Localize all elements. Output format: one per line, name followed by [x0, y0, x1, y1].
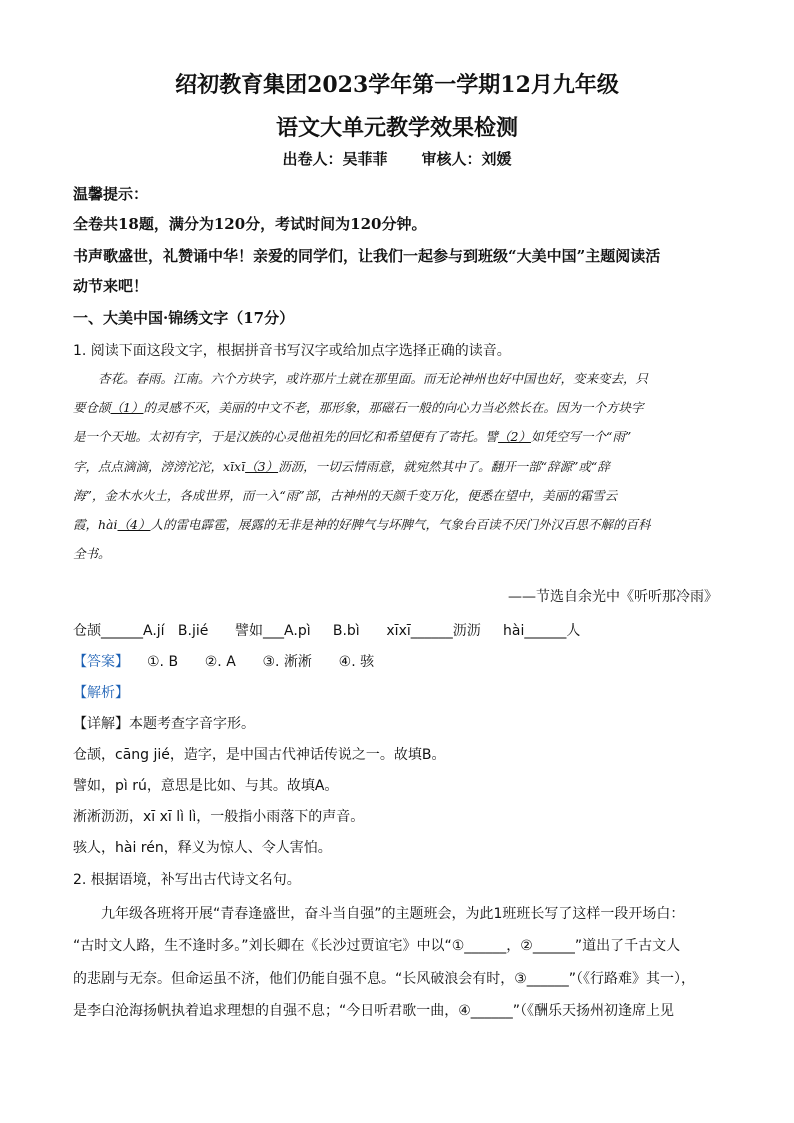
- blank-1: （1）: [110, 400, 144, 416]
- analysis-tag: 【解析】: [73, 685, 129, 701]
- detail-text: 本题考查字音字形。: [129, 716, 255, 732]
- q1-prompt: 1. 阅读下面这段文字，根据拼音书写汉字或给加点字选择正确的读音。: [73, 343, 511, 359]
- author-label: 出卷人：吴菲菲: [282, 150, 388, 168]
- q1-reading-passage: [73, 364, 723, 568]
- passage-line: 杏花。春雨。江南。六个方块字，或许那片土就在那里面。而无论神州也好中国也好，变来变去，只: [98, 371, 649, 386]
- detail-tag: 【详解】: [73, 716, 129, 732]
- q2-paragraph: [73, 898, 723, 1027]
- explanation-line: 骇人，hài rén，释义为惊人、令人害怕。: [73, 840, 332, 856]
- passage-line: 字，点点滴滴，滂滂沱沱，xīxī（3）沥沥，一切云情雨意，就宛然其中了。翻开一部“辞源”或“辞: [73, 458, 610, 474]
- q1-options: 仓颉______A.jí B.jié 譬如___A.pì B.bì xīxī______沥沥 hài______人: [73, 623, 581, 639]
- blank-2: （2）: [498, 429, 531, 445]
- q2-line: 九年级各班将开展“青春逢盛世，奋斗当自强”的主题班会，为此1班班长写了这样一段开场白：: [101, 906, 685, 922]
- passage-line: 要仓颉（1）的灵感不灭，美丽的中文不老，那形象，那磁石一般的向心力当必然长在。因为一个方块字: [73, 400, 644, 416]
- section1-heading: 一、大美中国·锦绣文字（17分）: [73, 309, 295, 327]
- exam-title-line1: 绍初教育集团2023学年第一学期12月九年级: [175, 72, 619, 98]
- passage-source: ——节选自余光中《听听那冷雨》: [508, 589, 718, 605]
- exam-authors: [0, 148, 794, 169]
- q2-line: 是李白沧海扬帆执着追求理想的自强不息；“今日听君歌一曲，④______”（《酬乐天扬州初逢席上见: [73, 1002, 675, 1019]
- detail-line: [73, 713, 733, 733]
- passage-line: 是一个天地。太初有字，于是汉族的心灵他祖先的回忆和希望便有了寄托。譬（2）如凭空写一个“雨”: [73, 429, 632, 445]
- exam-title-line2: 语文大单元教学效果检测: [275, 115, 518, 141]
- reviewer-label: 审核人：刘媛: [421, 150, 512, 168]
- passage-line: 海”，金木水火土，各成世界，而一入“雨”部，古神州的天颜千变万化，便悉在望中，美丽的霜雪云: [73, 487, 618, 503]
- q2-prompt: 2. 根据语境，补写出古代诗文名句。: [73, 872, 301, 888]
- answer-text: ①. B ②. A ③. 淅淅 ④. 骇: [147, 654, 375, 670]
- tips-line-2b: 动节来吧！: [73, 277, 149, 295]
- q2-line: “古时文人路，生不逢时多。”刘长卿在《长沙过贾谊宅》中以“①______，②______”道出了千古文人: [73, 938, 681, 955]
- answer-tag: 【答案】: [73, 654, 129, 670]
- tips-line-1: 全卷共18题，满分为120分，考试时间为120分钟。: [73, 215, 427, 233]
- passage-line: 全书。: [73, 546, 111, 562]
- explanation-line: 譬如，pì rú，意思是比如、与其。故填A。: [73, 778, 339, 794]
- blank-4: （4）: [117, 517, 151, 533]
- q1-answer: [73, 651, 374, 671]
- blank-3: （3）: [245, 458, 279, 474]
- explanation-line: 淅淅沥沥，xī xī lì lì，一般指小雨落下的声音。: [73, 809, 365, 825]
- explanation-line: 仓颉，cāng jié，造字，是中国古代神话传说之一。故填B。: [73, 747, 446, 763]
- passage-line: 霞，hài（4）人的雷电霹雹，展露的无非是神的好脾气与坏脾气，气象台百读不厌门外汉百思不解的百科: [73, 517, 651, 533]
- tips-heading: 温馨提示：: [73, 185, 149, 203]
- q2-line: 的悲剧与无奈。但命运虽不济，他们仍能自强不息。“长风破浪会有时，③______”（《行路难》其一），: [73, 970, 696, 987]
- tips-line-2a: 书声歌盛世，礼赞诵中华！亲爱的同学们，让我们一起参与到班级“大美中国”主题阅读活: [73, 247, 661, 265]
